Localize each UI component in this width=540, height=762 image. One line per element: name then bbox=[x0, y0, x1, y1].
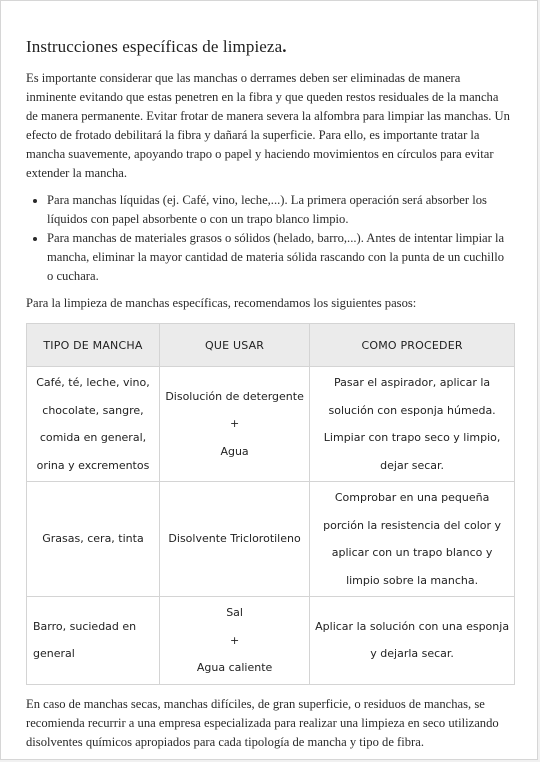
cell-proceder: Pasar el aspirador, aplicar la solución con esponja húmeda. Limpiar con trapo seco y limpio, dejar secar. bbox=[310, 367, 515, 482]
cell-tipo: Café, té, leche, vino, chocolate, sangre, comida en general, orina y excrementos bbox=[27, 367, 160, 482]
intro-paragraph: Es importante considerar que las manchas o derrames deben ser eliminadas de manera inminente evitando que estas penetren en la fibra y que queden restos residuales de la mancha de manera permanente. Evitar frotar de manera severa la alfombra para limpiar las manchas. Un efecto de frotado debilitará la fibra y dañará la superficie. Para ello, es importante tratar la mancha suavemente, apoyando trapo o papel y haciendo movimientos en círculos para evitar extender la mancha. bbox=[26, 71, 510, 180]
cell-tipo: Grasas, cera, tinta bbox=[27, 482, 160, 597]
cell-tipo: Barro, suciedad en general bbox=[27, 597, 160, 685]
usar-line-2: Agua bbox=[220, 444, 249, 458]
table-header-row bbox=[27, 324, 515, 367]
cell-proceder: Comprobar en una pequeña porción la resistencia del color y aplicar con un trapo blanco y limpio sobre la mancha. bbox=[310, 482, 515, 597]
usar-line-1: Sal bbox=[226, 606, 243, 619]
header-proceder: COMO PROCEDER bbox=[310, 324, 515, 367]
header-tipo: TIPO DE MANCHA bbox=[27, 324, 160, 367]
table-row bbox=[27, 597, 515, 685]
title-dot: . bbox=[282, 37, 287, 56]
closing-paragraph: En caso de manchas secas, manchas difíciles, de gran superficie, o residuos de manchas, se recomienda recurrir a una empresa especializada para realizar una limpieza en seco utilizando disolventes químicos apropiados para cada tipología de mancha y tipo de fibra. bbox=[26, 696, 499, 749]
cell-usar: Disolvente Triclorotileno bbox=[159, 482, 309, 597]
steps-intro: Para la limpieza de manchas específicas, recomendamos los siguientes pasos: bbox=[26, 296, 417, 310]
page-title bbox=[26, 37, 511, 57]
stain-table bbox=[26, 323, 515, 685]
tips-list bbox=[26, 191, 511, 286]
cell-usar bbox=[159, 367, 309, 482]
usar-plus: + bbox=[229, 417, 240, 431]
cell-usar bbox=[159, 597, 309, 685]
document-content bbox=[26, 37, 511, 752]
table-row bbox=[27, 367, 515, 482]
usar-line-1: Disolución de detergente bbox=[165, 389, 304, 403]
list-item-liquid-stains: • Para manchas líquidas (ej. Café, vino, leche,...). La primera operación será absorber los líquidos con papel absorbente o con un trapo blanco limpio. bbox=[47, 191, 511, 229]
usar-line-2: Agua caliente bbox=[196, 661, 273, 674]
cell-proceder: Aplicar la solución con una esponja y dejarla secar. bbox=[310, 597, 515, 685]
list-item-solid-stains: • Para manchas de materiales grasos o sólidos (helado, barro,...). Antes de intentar limpiar la mancha, eliminar la mayor cantidad de materia sólida rascando con la punta de un cuchillo o cuchara. bbox=[47, 229, 511, 286]
title-text: Instrucciones específicas de limpieza bbox=[26, 37, 283, 56]
header-usar: QUE USAR bbox=[159, 324, 309, 367]
usar-plus: + bbox=[229, 633, 240, 647]
table-row bbox=[27, 482, 515, 597]
